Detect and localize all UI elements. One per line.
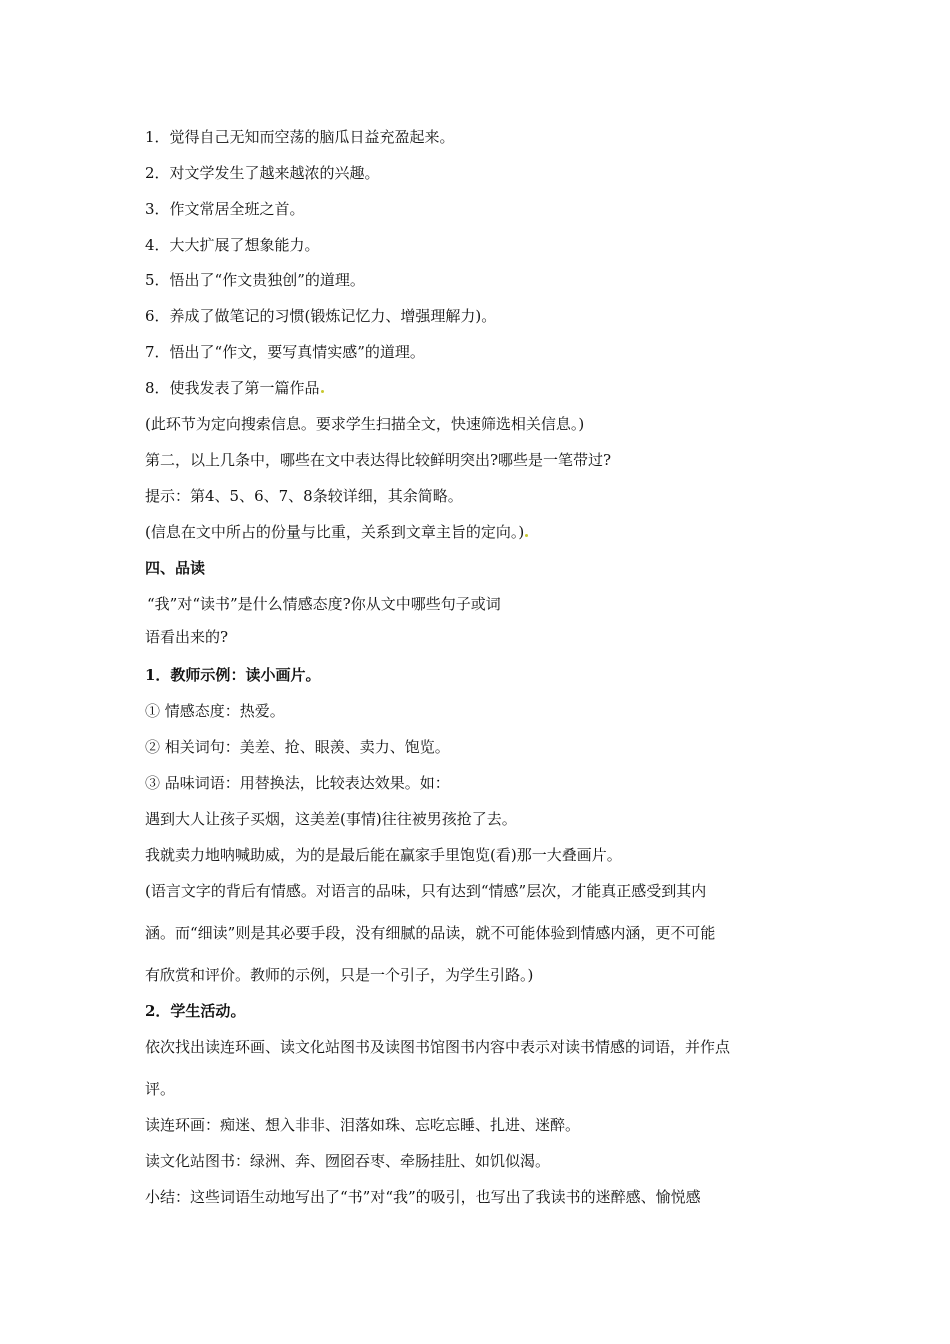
activity-line-2: 评。 bbox=[145, 1080, 176, 1098]
question-paragraph: 第二，以上几条中，哪些在文中表达得比较鲜明突出?哪些是一笔带过? bbox=[145, 451, 612, 469]
list-item-7: 7．悟出了“作文，要写真情实感”的道理。 bbox=[145, 343, 425, 361]
note-paragraph-2-row bbox=[145, 522, 825, 542]
list-item-3: 3．作文常居全班之首。 bbox=[145, 200, 305, 218]
mark-dot bbox=[321, 390, 324, 393]
summary-line: 小结：这些词语生动地写出了“书”对“我”的吸引，也写出了我读书的迷醉感、愉悦感 bbox=[145, 1188, 701, 1206]
circled-item-3: ③ 品味词语：用替换法，比较表达效果。如： bbox=[145, 774, 450, 792]
note-para-line-2: 涵。而“细读”则是其必要手段，没有细腻的品读，就不可能体验到情感内涵，更不可能 bbox=[145, 924, 716, 942]
note-paragraph: (此环节为定向搜索信息。要求学生扫描全文，快速筛选相关信息。) bbox=[145, 415, 585, 433]
list-item-4: 4．大大扩展了想象能力。 bbox=[145, 236, 320, 254]
list-item-5: 5．悟出了“作文贵独创”的道理。 bbox=[145, 271, 365, 289]
list-item-6: 6．养成了做笔记的习惯(锻炼记忆力、增强理解力)。 bbox=[145, 307, 497, 325]
question-line-2: 语看出来的? bbox=[145, 628, 229, 646]
question-line-1: “我”对“读书”是什么情感态度?你从文中哪些句子或词 bbox=[147, 595, 501, 613]
subheading-2: 2．学生活动。 bbox=[145, 1002, 246, 1020]
circled-item-2: ② 相关词句：美差、抢、眼羡、卖力、饱览。 bbox=[145, 738, 450, 756]
note-para-line-1: (语言文字的背后有情感。对语言的品味，只有达到“情感”层次，才能真正感受到其内 bbox=[145, 882, 707, 900]
list-item-2: 2．对文学发生了越来越浓的兴趣。 bbox=[145, 164, 380, 182]
section-heading: 四、品读 bbox=[145, 559, 206, 577]
note-paragraph-2: (信息在文中所占的份量与比重，关系到文章主旨的定向。) bbox=[145, 523, 525, 541]
comic-words: 读连环画：痴迷、想入非非、泪落如珠、忘吃忘睡、扎进、迷醉。 bbox=[145, 1116, 581, 1134]
list-item-1: 1．觉得自己无知而空荡的脑瓜日益充盈起来。 bbox=[145, 128, 455, 146]
example-sentence-1: 遇到大人让孩子买烟，这美差(事情)往往被男孩抢了去。 bbox=[145, 810, 517, 828]
list-item-8: 8．使我发表了第一篇作品 bbox=[145, 379, 320, 397]
circled-item-1: ① 情感态度：热爱。 bbox=[145, 702, 285, 720]
example-sentence-2: 我就卖力地呐喊助威，为的是最后能在赢家手里饱览(看)那一大叠画片。 bbox=[145, 846, 622, 864]
note-para-line-3: 有欣赏和评价。教师的示例，只是一个引子，为学生引路。) bbox=[145, 966, 534, 984]
library-words: 读文化站图书：绿洲、奔、囫囵吞枣、牵肠挂肚、如饥似渴。 bbox=[145, 1152, 551, 1170]
activity-line-1: 依次找出读连环画、读文化站图书及读图书馆图书内容中表示对读书情感的词语，并作点 bbox=[145, 1038, 731, 1056]
mark-dot bbox=[525, 534, 528, 537]
hint-paragraph: 提示：第4、5、6、7、8条较详细，其余简略。 bbox=[145, 487, 463, 505]
list-item-8-row bbox=[145, 378, 825, 398]
subheading-1: 1．教师示例：读小画片。 bbox=[145, 666, 321, 684]
